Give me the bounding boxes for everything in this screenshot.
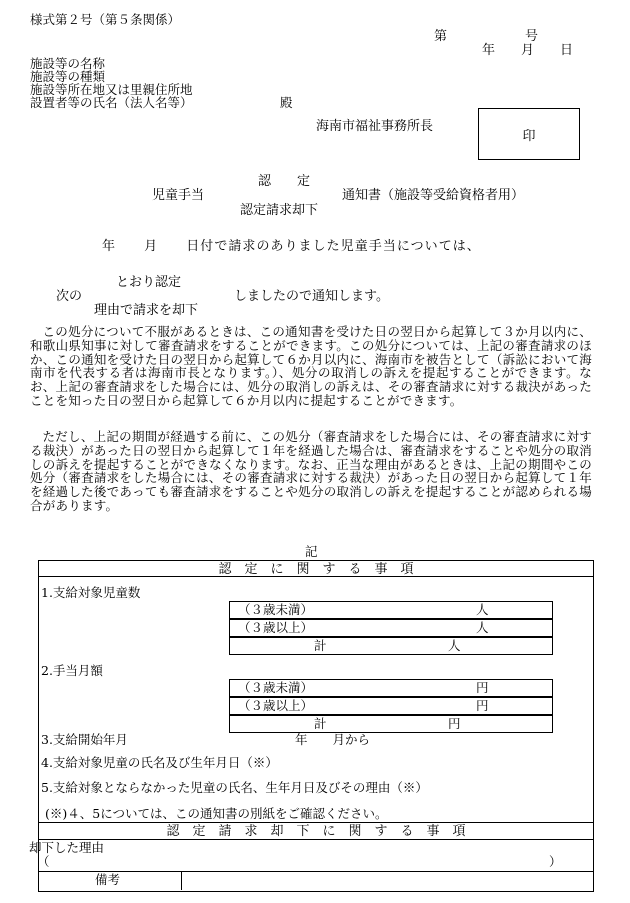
result-nintei: とおり認定 <box>116 275 182 290</box>
issuer-title: 海南市福祉事務所長 <box>316 119 434 134</box>
kyakka-reason-label: 却下した理由 <box>29 840 105 855</box>
remarks-divider <box>39 871 593 872</box>
item2-under3-label: （３歳未満） <box>238 680 314 695</box>
note-text: (※)４、5については、この通知書の別紙をご確認ください。 <box>45 806 388 821</box>
item1-row-under3 <box>229 601 553 619</box>
result-kyakka: 理由で請求を却下 <box>94 303 199 318</box>
remarks-column-divider <box>181 871 182 890</box>
appeal-paragraph-2: ただし、上記の期間が経過する前に、この処分（審査請求をした場合には、その審査請求に対する裁決）があった日の翌日から起算して１年を経過した場合は、審査請求をすることや処分の取消しの訴えを提起することができなくなります。なお、正当な理由があるときは、上記の期間やこの処分（審査請求をした場合には、その審査請求に対する裁決）があった日の翌日から起算して１年を経過した後であっても審査請求をすることや処分の取消しの訴えを提起することが認められる場合があります。 <box>30 429 592 513</box>
kyakka-section-header: 認 定 請 求 却 下 に 関 す る 事 項 <box>166 824 466 839</box>
title-nintei: 認 定 <box>258 174 311 189</box>
item2-row-under3 <box>229 679 553 697</box>
item3-label: 3.支給開始年月 <box>41 732 128 747</box>
issue-date: 年 月 日 <box>482 43 574 58</box>
item2-row-total <box>229 715 553 733</box>
title-jidouteate: 児童手当 <box>152 188 205 203</box>
result-suffix: しましたので通知します。 <box>234 289 389 304</box>
title-kyakka: 認定請求却下 <box>240 203 319 218</box>
header-divider <box>39 576 593 577</box>
item2-over3-label: （３歳以上） <box>238 698 314 713</box>
form-number: 様式第２号（第５条関係） <box>30 12 181 27</box>
item2-total-unit: 円 <box>448 716 461 731</box>
result-prefix: 次の <box>56 289 83 304</box>
item1-over3-unit: 人 <box>476 620 489 635</box>
seal-label: 印 <box>522 128 536 144</box>
honorific: 殿 <box>280 95 293 110</box>
nintei-section-header: 認 定 に 関 す る 事 項 <box>218 562 414 577</box>
document-number: 第 号 <box>434 29 539 44</box>
item1-total-label: 計 <box>314 638 327 653</box>
item1-over3-label: （３歳以上） <box>238 620 314 635</box>
item2-label: 2.手当月額 <box>41 663 103 678</box>
intro-line: 年 月 日付で請求のありました児童手当については、 <box>102 239 481 254</box>
title-notice: 通知書（施設等受給資格者用） <box>342 188 525 203</box>
founder-name-label: 設置者等の氏名（法人名等） <box>30 95 193 110</box>
item2-over3-unit: 円 <box>476 698 489 713</box>
kyakka-top-divider <box>39 822 593 823</box>
reason-paren-close: ） <box>549 854 562 869</box>
reason-paren-open: （ <box>37 854 50 869</box>
item1-label: 1.支給対象児童数 <box>41 585 141 600</box>
item1-under3-label: （３歳未満） <box>238 602 314 617</box>
item3-value: 年 月から <box>295 732 371 747</box>
facility-name-label: 施設等の名称 <box>30 56 106 71</box>
item1-total-unit: 人 <box>448 638 461 653</box>
seal-box <box>478 108 580 160</box>
item2-row-over3 <box>229 697 553 715</box>
item1-row-over3 <box>229 619 553 637</box>
facility-address-label: 施設等所在地又は里親住所地 <box>30 82 193 97</box>
item1-row-total <box>229 637 553 655</box>
remarks-label: 備考 <box>95 872 121 887</box>
item5-label: 5.支給対象とならなかった児童の氏名、生年月日及びその理由（※） <box>41 780 428 795</box>
kyakka-header-divider <box>39 839 593 840</box>
item2-under3-unit: 円 <box>476 680 489 695</box>
item2-total-label: 計 <box>314 716 327 731</box>
appeal-paragraph-1: この処分について不服があるときは、この通知書を受けた日の翌日から起算して３か月以内に、和歌山県知事に対して審査請求をすることができます。この処分については、上記の審査請求のほか、この通知を受けた日の翌日から起算して６か月以内に、海南市を被告として（訴訟において海南市を代表する者は海南市長となります。）、処分の取消しの訴えを提起することができます。なお、上記の審査請求をした場合には、処分の取消しの訴えは、その審査請求に対する裁決があったことを知った日の翌日から起算して６か月以内に提起することができます。 <box>30 324 592 408</box>
details-table <box>29 560 594 892</box>
ki-heading: 記 <box>305 544 318 559</box>
facility-type-label: 施設等の種類 <box>30 69 106 84</box>
item4-label: 4.支給対象児童の氏名及び生年月日（※） <box>41 755 278 770</box>
item1-under3-unit: 人 <box>476 602 489 617</box>
